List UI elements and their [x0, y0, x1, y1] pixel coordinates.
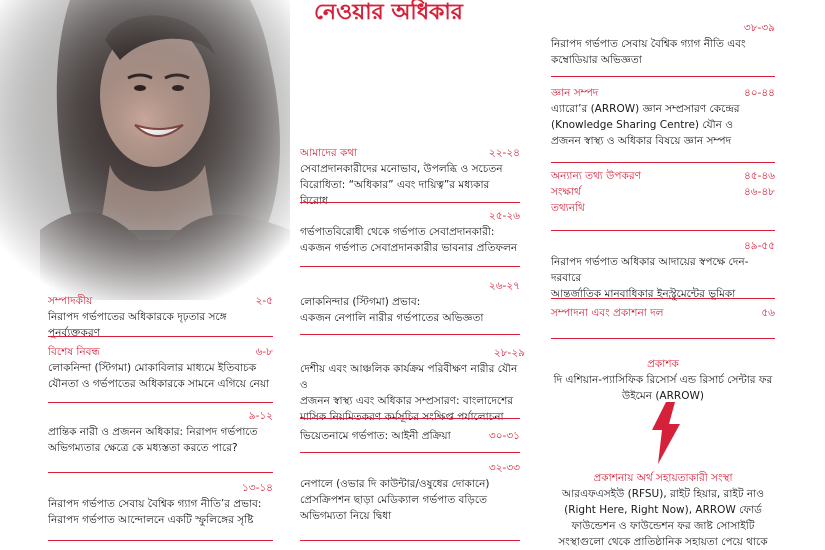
entry-title-line: দেশীয় এবং আঞ্চলিক কার্যক্রম পরিবীক্ষণ নারীর যৌন ও	[300, 363, 518, 391]
page-range: ২৮-২৯	[493, 347, 525, 359]
section-label: বিশেষ নিবন্ধ	[48, 346, 100, 358]
section-label: সম্পাদনা এবং প্রকাশনা দল	[551, 307, 664, 319]
toc-entry[interactable]	[48, 293, 273, 341]
funder-line: (Right Here, Right Now), ARROW ফোর্ড	[564, 504, 762, 516]
divider	[48, 336, 273, 337]
divider	[551, 76, 775, 77]
entry-title-line: একজন গর্ভপাত সেবাপ্রদানকারীর ভাবনার প্রতিফলন	[300, 242, 518, 254]
page-range: ৬-৮	[255, 346, 273, 358]
toc-entry[interactable]	[551, 305, 775, 321]
page-range: ৫৬	[761, 307, 775, 319]
toc-entry[interactable]	[300, 428, 520, 444]
divider	[551, 230, 775, 231]
section-label: সম্পাদকীয়	[48, 295, 93, 307]
page-range: ৯-১২	[248, 410, 273, 422]
divider	[300, 418, 520, 419]
page-range: ৪৫-৪৬	[743, 170, 775, 182]
publisher-line: দি এশিয়ান-প্যাসিফিক রিসোর্স এন্ড রিসার্চ সেন্টার ফর	[553, 374, 773, 386]
entry-title-line: নিরাপদ গর্ভপাত অধিকার আদায়ের স্বপক্ষে দেন-দরবারে	[551, 256, 749, 284]
entry-title-line: কম্বোডিয়ার অভিজ্ঞতা	[551, 54, 642, 66]
divider	[300, 540, 520, 541]
entry-title-line: প্রজনন স্বাস্থ্য এবং অধিকার সম্প্রসারণ: বাংলাদেশের	[300, 395, 514, 407]
entry-title-line: প্রেসক্রিপশন ছাড়া মেডিক্যাল গর্ভপাত বড়িতে	[300, 494, 488, 506]
toc-entry[interactable]	[300, 208, 520, 256]
page-headline: নেওয়ার অধিকার	[314, 0, 463, 25]
toc-entry[interactable]	[551, 85, 775, 149]
cover-photo	[0, 0, 290, 300]
toc-entry[interactable]	[551, 168, 775, 216]
page-range: ২২-২৪	[488, 147, 520, 159]
entry-title-line: নেপালে (ওভার দি কাউন্টার/ওষুধের দোকানে)	[300, 478, 490, 490]
divider	[300, 266, 520, 267]
entry-title-line: যৌনতা ও গর্ভপাতের অধিকারকে সামনে এগিয়ে নেয়া	[48, 378, 270, 390]
divider	[48, 540, 273, 541]
funder-block	[551, 470, 775, 550]
publisher-line: উইমেন (ARROW)	[622, 390, 704, 402]
arrow-logo-icon	[648, 400, 684, 466]
divider	[551, 338, 775, 339]
page-range: ৩০-৩১	[488, 430, 520, 442]
woman-portrait-image	[0, 0, 290, 300]
entry-title-line: একজন নেপালি নারীর গর্ভপাতের অভিজ্ঞতা	[300, 312, 484, 324]
toc-entry[interactable]	[48, 408, 273, 456]
page-range: ৪০-৪৪	[743, 87, 775, 99]
entry-title-line: এ্যারো’র (ARROW) জ্ঞান সম্প্রসারণ কেন্দ্রের	[551, 103, 740, 115]
section-label: জ্ঞান সম্পদ	[551, 87, 599, 99]
entry-title-line: লোকনিন্দা (স্টিগমা) মোকাবিলার মাধ্যমে ইতিবাচক	[48, 362, 257, 374]
entry-title-line: লোকনিন্দার (স্টিগমা) প্রভাব:	[300, 296, 421, 308]
section-label: আমাদের কথা	[300, 147, 358, 159]
divider	[48, 402, 273, 403]
entry-title-line: (Knowledge Sharing Centre) যৌন ও	[551, 119, 733, 131]
divider	[551, 298, 775, 299]
entry-title-line: নিরাপদ গর্ভপাত সেবায় বৈশ্বিক গ্যাগ নীতি এবং	[551, 38, 746, 50]
funder-line: আরএফএসইউ (RFSU), রাইট হিয়ার, রাইট নাও	[562, 488, 764, 500]
entry-title-line: অভিগম্যতার ক্ষেত্রে কে মধ্যস্ততা করতে পারে?	[48, 442, 238, 454]
divider	[300, 452, 520, 453]
publisher-label: প্রকাশক	[647, 358, 679, 370]
entry-title-line: আন্তর্জাতিক মানবাধিকার ইনস্ট্রুমেন্টের ভূমিকা	[551, 288, 736, 300]
toc-entry[interactable]	[48, 344, 273, 392]
funder-line: সংস্থাগুলো থেকে প্রাতিষ্ঠানিক সহায়তা পেয়ে থাকে	[558, 536, 768, 548]
funder-line: ফাউন্ডেশন ও ফাউন্ডেশন ফর জাষ্ট সোসাইটি	[571, 520, 755, 532]
toc-entry[interactable]	[300, 345, 525, 425]
page-range: ৪৯-৫৫	[743, 240, 775, 252]
entry-title-line: বিরোধিতা: “অধিকার” এবং দায়িত্ব”র মধ্যকার বিরোধ	[300, 179, 490, 207]
section-label: অন্যান্য তথ্য উপকরণ	[551, 170, 641, 182]
page-range: ২৬-২৭	[488, 280, 520, 292]
publisher-block	[551, 356, 775, 404]
divider	[48, 472, 273, 473]
page-range: ২-৫	[255, 295, 273, 307]
toc-entry[interactable]	[551, 238, 775, 302]
toc-entry[interactable]	[300, 460, 520, 524]
entry-title-line: প্রজনন স্বাস্থ্য ও অধিকার বিষয়ে জ্ঞান সম্পদ	[551, 135, 732, 147]
entry-title-line: মাসিক নিয়মিতকরণ কর্মসূচির সংক্ষিপ্ত পর্যালোচনা	[300, 411, 504, 423]
entry-title-line: গর্ভপাতবিরোধী থেকে গর্ভপাত সেবাপ্রদানকারী:	[300, 226, 495, 238]
toc-entry[interactable]	[300, 145, 520, 209]
entry-title-line: সেবাপ্রদানকারীদের মনোভাব, উপলব্ধি ও সচেতন	[300, 163, 503, 175]
entry-title-line: নিরাপদ গর্ভপাত আন্দোলনে একটি স্ফুলিঙ্গের সৃষ্টি	[48, 514, 254, 526]
toc-entry[interactable]	[551, 20, 775, 68]
entry-title-line: ভিয়েতনামে গর্ভপাত: আইনী প্রক্রিয়া	[300, 430, 451, 442]
section-label: তথ্যনথি	[551, 202, 585, 214]
toc-entry[interactable]	[300, 278, 520, 326]
funder-label: প্রকাশনায় অর্থ সহায়তাকারী সংস্থা	[593, 472, 733, 484]
divider	[300, 334, 520, 335]
toc-entry[interactable]	[48, 480, 273, 528]
page-range: ১৩-১৪	[241, 482, 273, 494]
entry-title-line: প্রান্তিক নারী ও প্রজনন অধিকার: নিরাপদ গর্ভপাতে	[48, 426, 258, 438]
page-range: ৩২-৩৩	[488, 462, 520, 474]
entry-title-line: নিরাপদ গর্ভপাত সেবায় বৈশ্বিক গ্যাগ নীতি’র প্রভাব:	[48, 498, 262, 510]
page-range: ২৫-২৬	[488, 210, 520, 222]
section-label: সংক্ষার্থ	[551, 186, 581, 198]
divider	[551, 162, 775, 163]
entry-title-line: অভিগম্যতা নিয়ে দ্বিধা	[300, 510, 392, 522]
page-range: ৩৮-৩৯	[743, 22, 775, 34]
page-range: ৪৬-৪৮	[743, 186, 775, 198]
divider	[300, 202, 520, 203]
entry-title-line: নিরাপদ গর্ভপাতের অধিকারকে দৃঢ়তার সঙ্গে পুনর্ব্যক্তকরণ	[48, 311, 227, 339]
